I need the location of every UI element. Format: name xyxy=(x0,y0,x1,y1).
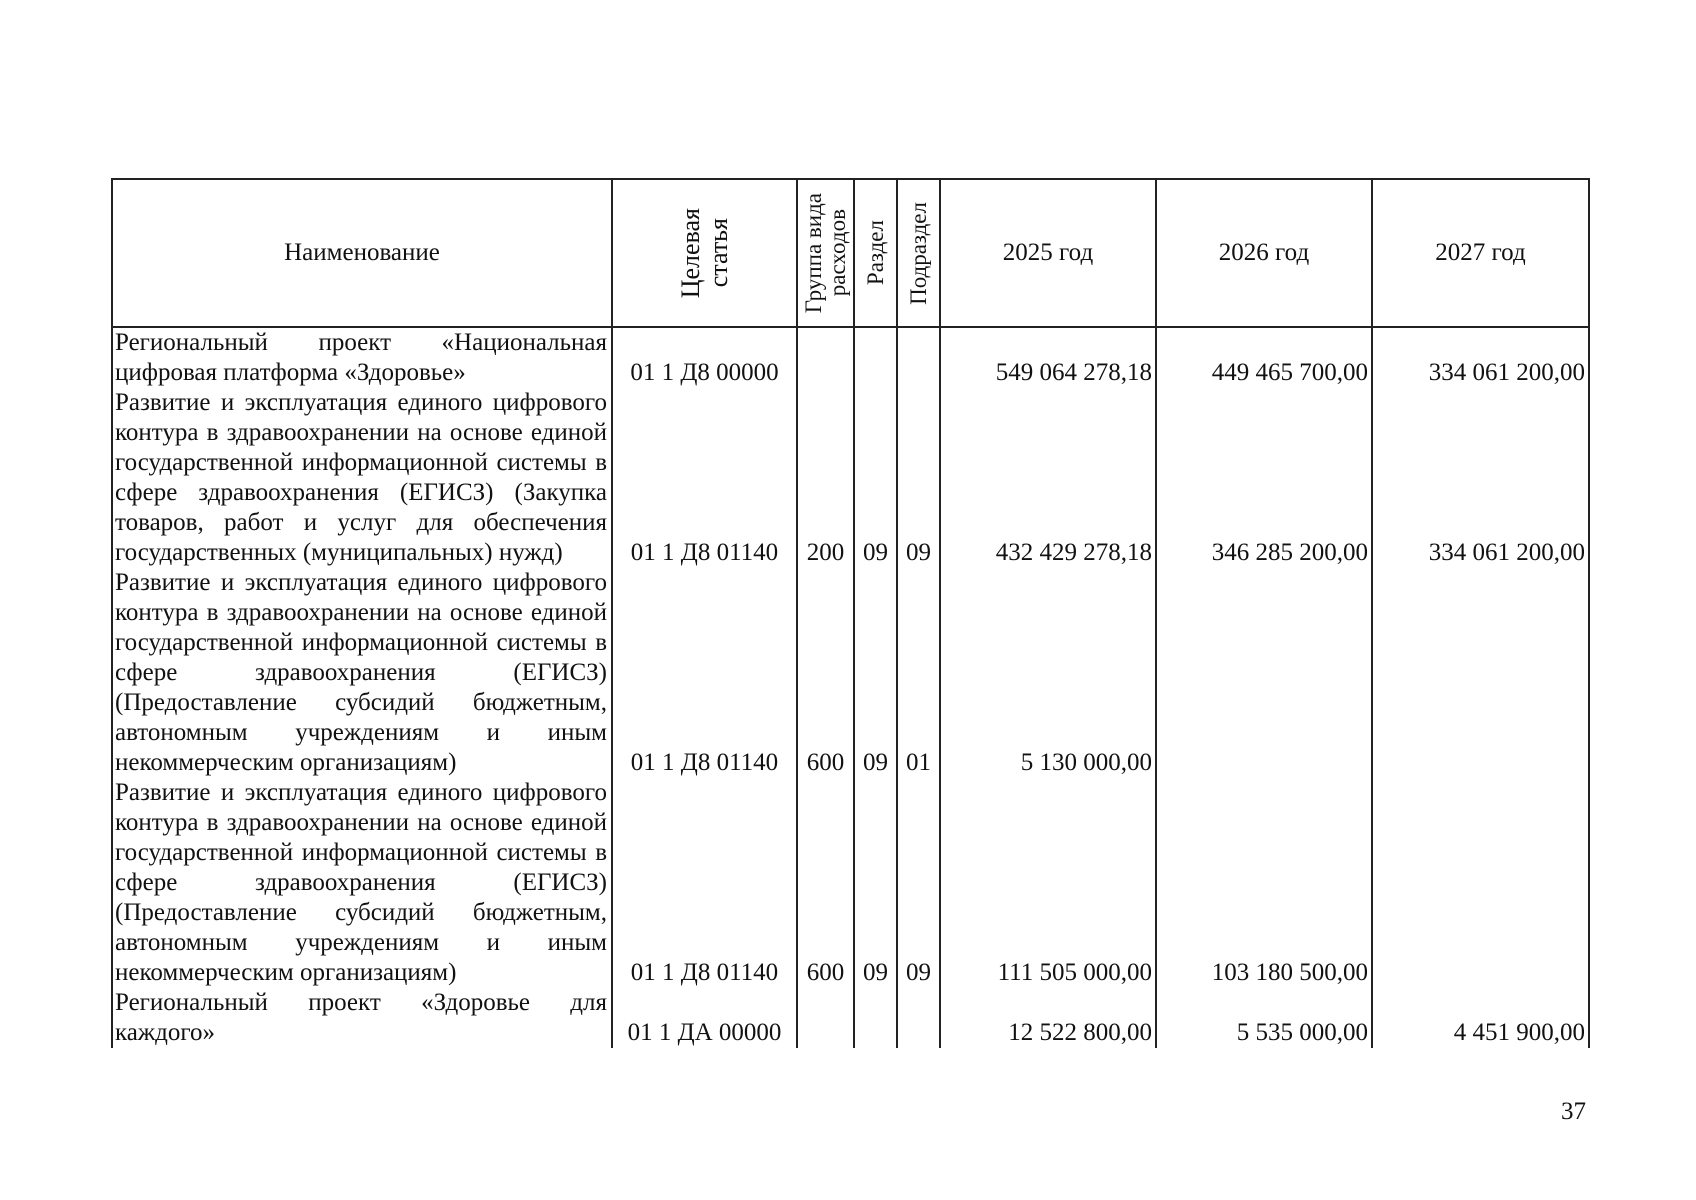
row-expense-group xyxy=(797,327,854,388)
table-header xyxy=(112,179,1589,327)
row-target-article: 01 1 Д8 01140 xyxy=(612,778,797,988)
row-expense-group: 200 xyxy=(797,388,854,568)
row-expense-group xyxy=(797,988,854,1048)
header-subsection-label: Подраздел xyxy=(905,201,931,305)
row-expense-group: 600 xyxy=(797,568,854,778)
header-section xyxy=(854,179,897,327)
row-subsection: 01 xyxy=(897,568,940,778)
row-amount-2027 xyxy=(1372,568,1589,778)
header-expense-group xyxy=(797,179,854,327)
row-expense-group: 600 xyxy=(797,778,854,988)
row-subsection: 09 xyxy=(897,778,940,988)
header-expense-group-line1: Группа вида xyxy=(800,192,826,314)
row-amount-2026: 103 180 500,00 xyxy=(1156,778,1372,988)
row-name: Региональный проект «Национальная цифровая платформа «Здоровье» xyxy=(112,327,612,388)
header-year-2026: 2026 год xyxy=(1156,179,1372,327)
row-target-article: 01 1 ДА 00000 xyxy=(612,988,797,1048)
row-subsection: 09 xyxy=(897,388,940,568)
row-amount-2026: 346 285 200,00 xyxy=(1156,388,1372,568)
row-name: Развитие и эксплуатация единого цифрового контура в здравоохранении на основе единой государственной информационной системы в сфере здравоохранения (ЕГИСЗ) (Закупка товаров, работ и услуг для обеспечения государственных (муниципальных) нужд) xyxy=(112,388,612,568)
header-name: Наименование xyxy=(112,179,612,327)
table-row xyxy=(112,388,1589,568)
header-target-article-line2: статья xyxy=(703,218,733,288)
row-subsection xyxy=(897,988,940,1048)
row-section: 09 xyxy=(854,388,897,568)
table-row xyxy=(112,778,1589,988)
header-expense-group-line2: расходов xyxy=(824,209,850,297)
header-section-label: Раздел xyxy=(862,220,888,286)
row-amount-2027: 334 061 200,00 xyxy=(1372,327,1589,388)
row-amount-2027 xyxy=(1372,778,1589,988)
table-row xyxy=(112,327,1589,388)
row-amount-2025: 432 429 278,18 xyxy=(940,388,1156,568)
row-section xyxy=(854,988,897,1048)
row-amount-2025: 111 505 000,00 xyxy=(940,778,1156,988)
header-target-article xyxy=(612,179,797,327)
row-amount-2027: 334 061 200,00 xyxy=(1372,388,1589,568)
row-name: Развитие и эксплуатация единого цифрового контура в здравоохранении на основе единой государственной информационной системы в сфере здравоохранения (ЕГИСЗ) (Предоставление субсидий бюджетным, автономным учреждениям и иным некоммерческим организациям) xyxy=(112,778,612,988)
table-row xyxy=(112,988,1589,1048)
row-target-article: 01 1 Д8 00000 xyxy=(612,327,797,388)
row-amount-2025: 5 130 000,00 xyxy=(940,568,1156,778)
row-name: Развитие и эксплуатация единого цифрового контура в здравоохранении на основе единой государственной информационной системы в сфере здравоохранения (ЕГИСЗ) (Предоставление субсидий бюджетным, автономным учреждениям и иным некоммерческим организациям) xyxy=(112,568,612,778)
row-target-article: 01 1 Д8 01140 xyxy=(612,568,797,778)
header-year-2027: 2027 год xyxy=(1372,179,1589,327)
row-amount-2026: 449 465 700,00 xyxy=(1156,327,1372,388)
row-name: Региональный проект «Здоровье для каждого» xyxy=(112,988,612,1048)
row-amount-2025: 12 522 800,00 xyxy=(940,988,1156,1048)
row-amount-2025: 549 064 278,18 xyxy=(940,327,1156,388)
row-section: 09 xyxy=(854,568,897,778)
header-year-2025: 2025 год xyxy=(940,179,1156,327)
header-target-article-line1: Целевая xyxy=(675,207,705,299)
row-section: 09 xyxy=(854,778,897,988)
table-row xyxy=(112,568,1589,778)
row-subsection xyxy=(897,327,940,388)
row-target-article: 01 1 Д8 01140 xyxy=(612,388,797,568)
row-amount-2027: 4 451 900,00 xyxy=(1372,988,1589,1048)
header-subsection xyxy=(897,179,940,327)
budget-table xyxy=(111,178,1590,1048)
table-body xyxy=(112,327,1589,1048)
row-amount-2026 xyxy=(1156,568,1372,778)
page-number: 37 xyxy=(1561,1098,1586,1125)
header-row xyxy=(112,179,1589,327)
row-amount-2026: 5 535 000,00 xyxy=(1156,988,1372,1048)
row-section xyxy=(854,327,897,388)
